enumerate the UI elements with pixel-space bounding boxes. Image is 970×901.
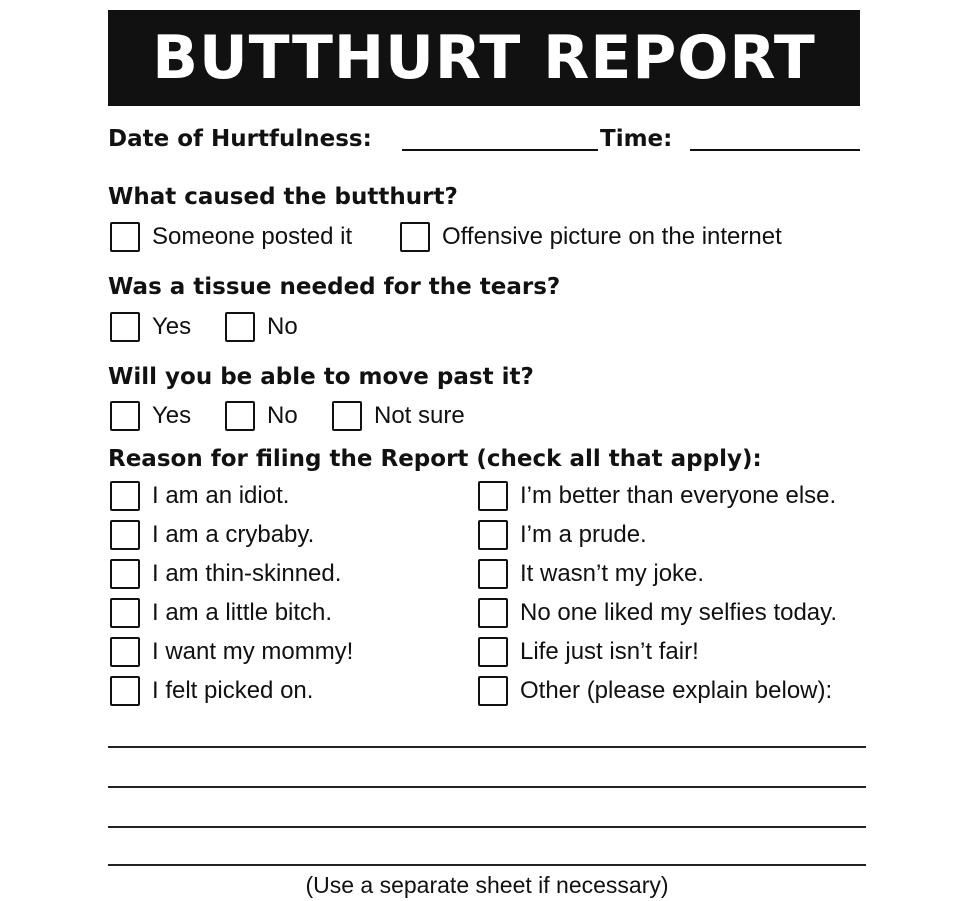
- option-label: I’m a prude.: [520, 521, 647, 548]
- checkbox[interactable]: [478, 481, 508, 511]
- reason-left-5[interactable]: [110, 676, 313, 706]
- option-label: I am a little bitch.: [152, 599, 333, 626]
- checkbox[interactable]: [110, 559, 140, 589]
- option-label: I am a crybaby.: [152, 521, 315, 548]
- time-label: Time:: [600, 126, 673, 152]
- option-label: Life just isn’t fair!: [520, 638, 699, 665]
- option-label: Not sure: [374, 402, 465, 429]
- question-cause: What caused the butthurt?: [108, 184, 458, 210]
- option-label: Someone posted it: [152, 223, 353, 250]
- reason-left-0[interactable]: [110, 481, 289, 511]
- reason-right-4[interactable]: [478, 637, 699, 667]
- checkbox[interactable]: [225, 312, 255, 342]
- explanation-line-2[interactable]: [108, 786, 866, 788]
- checkbox[interactable]: [225, 401, 255, 431]
- option-label: No: [267, 402, 298, 429]
- option-label: No: [267, 313, 298, 340]
- reason-right-5[interactable]: [478, 676, 832, 706]
- question-move-past: Will you be able to move past it?: [108, 364, 534, 390]
- reason-left-1[interactable]: [110, 520, 314, 550]
- checkbox[interactable]: [110, 676, 140, 706]
- option-label: Yes: [152, 313, 192, 340]
- checkbox[interactable]: [478, 637, 508, 667]
- footer-note: (Use a separate sheet if necessary): [305, 872, 669, 898]
- option-label: Other (please explain below):: [520, 677, 833, 704]
- option-label: It wasn’t my joke.: [520, 560, 705, 587]
- checkbox[interactable]: [110, 401, 140, 431]
- reason-right-2[interactable]: [478, 559, 704, 589]
- reason-right-1[interactable]: [478, 520, 647, 550]
- checkbox[interactable]: [110, 598, 140, 628]
- option-someone-posted-it[interactable]: [110, 222, 352, 252]
- checkbox[interactable]: [332, 401, 362, 431]
- reason-left-3[interactable]: [110, 598, 332, 628]
- reason-right-0[interactable]: [478, 481, 836, 511]
- checkbox[interactable]: [478, 559, 508, 589]
- reason-left-2[interactable]: [110, 559, 341, 589]
- option-move-no[interactable]: [225, 401, 298, 431]
- checkbox[interactable]: [478, 676, 508, 706]
- checkbox[interactable]: [110, 637, 140, 667]
- checkbox[interactable]: [478, 520, 508, 550]
- option-label: I felt picked on.: [152, 677, 314, 704]
- explanation-line-4[interactable]: [108, 864, 866, 866]
- checkbox[interactable]: [110, 520, 140, 550]
- time-field[interactable]: [690, 149, 860, 151]
- option-label: Offensive picture on the internet: [442, 223, 782, 250]
- option-tissue-no[interactable]: [225, 312, 298, 342]
- checkbox[interactable]: [110, 481, 140, 511]
- explanation-line-3[interactable]: [108, 826, 866, 828]
- checkbox[interactable]: [110, 312, 140, 342]
- checkbox[interactable]: [478, 598, 508, 628]
- checkbox[interactable]: [400, 222, 430, 252]
- date-field[interactable]: [402, 149, 598, 151]
- option-label: No one liked my selfies today.: [520, 599, 838, 626]
- option-label: I am an idiot.: [152, 482, 290, 509]
- reasons-heading: Reason for filing the Report (check all that apply):: [108, 446, 762, 472]
- option-label: Yes: [152, 402, 192, 429]
- option-tissue-yes[interactable]: [110, 312, 191, 342]
- question-tissue: Was a tissue needed for the tears?: [108, 274, 561, 300]
- option-label: I am thin-skinned.: [152, 560, 342, 587]
- option-move-not-sure[interactable]: [332, 401, 465, 431]
- option-label: I want my mommy!: [152, 638, 354, 665]
- option-move-yes[interactable]: [110, 401, 191, 431]
- checkbox[interactable]: [110, 222, 140, 252]
- explanation-line-1[interactable]: [108, 746, 866, 748]
- option-offensive-picture[interactable]: [400, 222, 782, 252]
- option-label: I’m better than everyone else.: [520, 482, 837, 509]
- reason-right-3[interactable]: [478, 598, 837, 628]
- report-title: BUTTHURT REPORT: [108, 10, 860, 106]
- date-label: Date of Hurtfulness:: [108, 126, 372, 152]
- reason-left-4[interactable]: [110, 637, 353, 667]
